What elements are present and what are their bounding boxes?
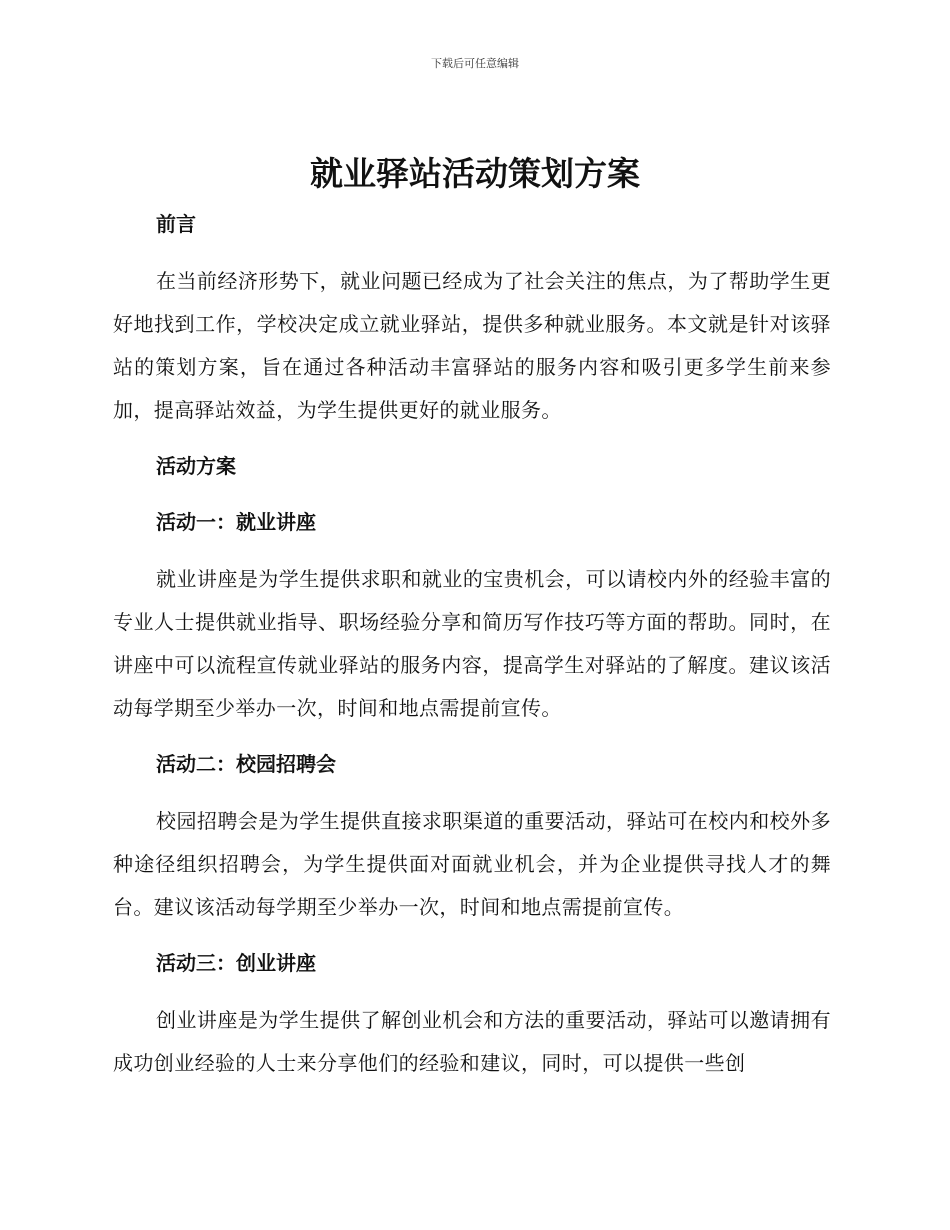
section-heading-activity-2: 活动二：校园招聘会: [156, 752, 336, 776]
section-heading-activity-3: 活动三：创业讲座: [156, 951, 316, 975]
paragraph-activity-1: 就业讲座是为学生提供求职和就业的宝贵机会，可以请校内外的经验丰富的专业人士提供就业指导、职场经验分享和简历写作技巧等方面的帮助。同时，在讲座中可以流程宣传就业驿站的服务内容，提高学生对驿站的了解度。建议该活动每学期至少举办一次，时间和地点需提前宣传。: [113, 567, 831, 720]
section-heading-preface: 前言: [156, 212, 196, 236]
section-heading-activity-plan: 活动方案: [156, 454, 236, 478]
section-heading-activity-1: 活动一：就业讲座: [156, 510, 316, 534]
paragraph-preface: 在当前经济形势下，就业问题已经成为了社会关注的焦点，为了帮助学生更好地找到工作，学校决定成立就业驿站，提供多种就业服务。本文就是针对该驿站的策划方案，旨在通过各种活动丰富驿站的服务内容和吸引更多学生前来参加，提高驿站效益，为学生提供更好的就业服务。: [113, 269, 831, 422]
document-body: [113, 200, 831, 1085]
paragraph-activity-2: 校园招聘会是为学生提供直接求职渠道的重要活动，驿站可在校内和校外多种途径组织招聘会，为学生提供面对面就业机会，并为企业提供寻找人才的舞台。建议该活动每学期至少举办一次，时间和地点需提前宣传。: [113, 809, 831, 919]
paragraph-activity-3: 创业讲座是为学生提供了解创业机会和方法的重要活动，驿站可以邀请拥有成功创业经验的人士来分享他们的经验和建议，同时，可以提供一些创: [113, 1008, 831, 1075]
document-title: 就业驿站活动策划方案: [310, 154, 640, 193]
header-note: 下载后可任意编辑: [431, 57, 519, 70]
